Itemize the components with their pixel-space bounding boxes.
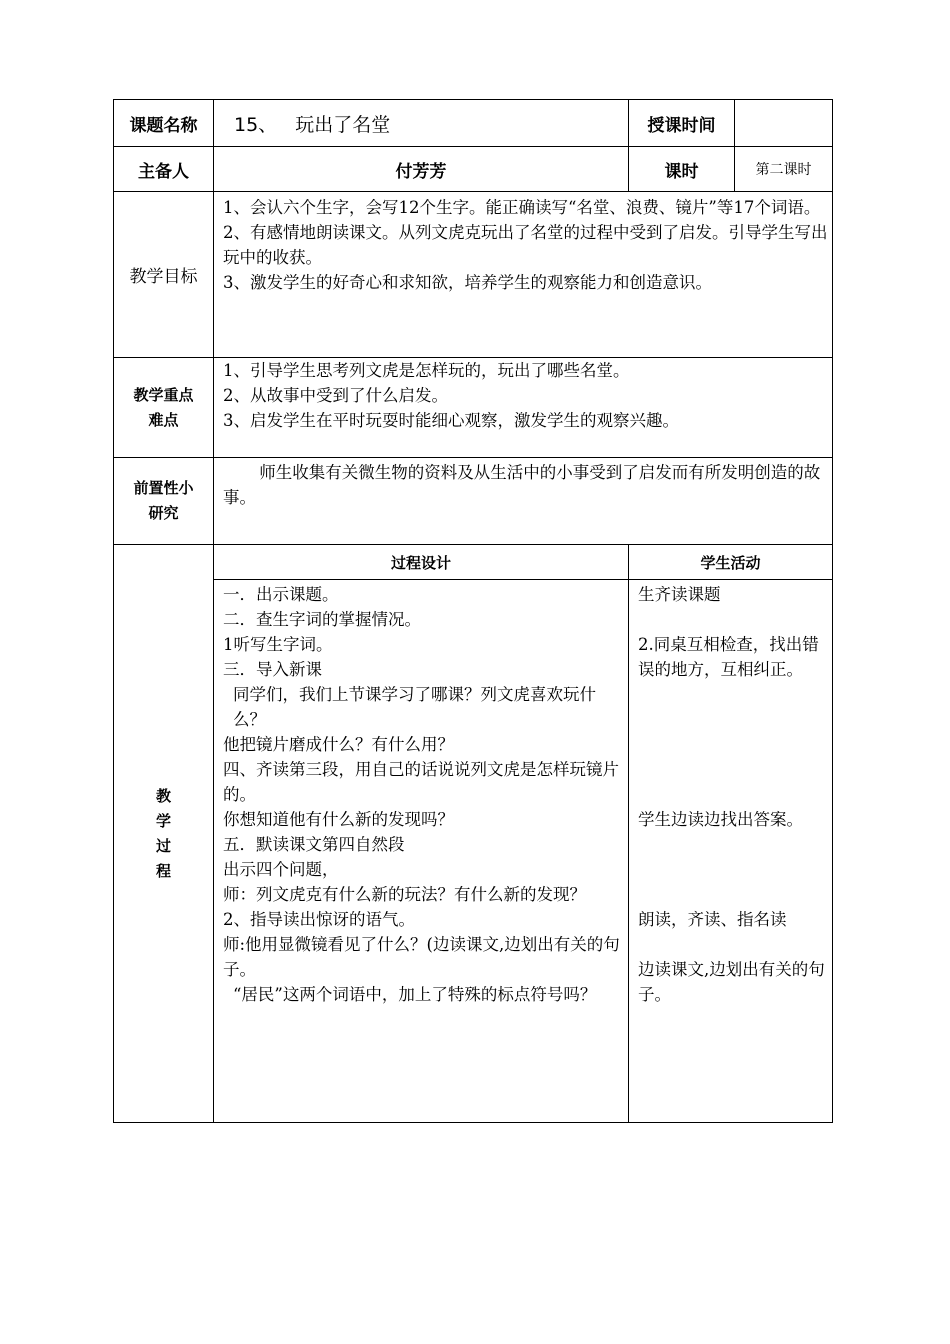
goals-label: 教学目标 (114, 192, 214, 358)
goal-item: 2、有感情地朗读课文。从列文虎克玩出了名堂的过程中受到了启发。引导学生写出玩中的收获。 (223, 223, 828, 267)
preparer-name: 付芳芳 (214, 147, 629, 192)
student-activity: 生齐读课题 (638, 585, 721, 604)
process-step: 师:他用显微镜看见了什么？(边读课文,边划出有关的句子。 (223, 935, 620, 979)
key-point-item: 3、启发学生在平时玩耍时能细心观察，激发学生的观察兴趣。 (223, 411, 679, 430)
student-activity-header: 学生活动 (629, 545, 833, 580)
topic-title: 玩出了名堂 (295, 113, 391, 136)
process-step: 二．查生字词的掌握情况。 (223, 610, 421, 629)
process-step: 师：列文虎克有什么新的玩法？有什么新的发现？ (223, 885, 586, 904)
process-step: 三．导入新课 (223, 660, 322, 679)
process-design-content (214, 580, 629, 1123)
pre-study-label-line1: 前置性小 (133, 479, 194, 497)
key-points-label (114, 358, 214, 458)
process-label (114, 545, 214, 1123)
time-label: 授课时间 (629, 100, 735, 147)
key-points-content (214, 358, 833, 458)
lesson-plan-table (113, 99, 833, 1123)
key-point-item: 2、从故事中受到了什么启发。 (223, 386, 448, 405)
student-activity: 朗读，齐读、指名读 (638, 910, 787, 929)
topic-label: 课题名称 (114, 100, 214, 147)
process-label-char: 教 (155, 786, 171, 805)
goal-item: 1、会认六个生字，会写12个生字。能正确读写“名堂、浪费、镜片”等17个词语。 (223, 198, 821, 217)
process-label-char: 过 (155, 836, 171, 855)
pre-study-row (114, 458, 833, 545)
key-points-label-line2: 难点 (148, 410, 179, 429)
key-points-label-line1: 教学重点 (133, 385, 194, 404)
process-step: 2、指导读出惊讶的语气。 (223, 910, 415, 929)
period-value: 第二课时 (735, 147, 833, 192)
student-activity: 边读课文,边划出有关的句子。 (638, 960, 825, 1004)
process-body-row (114, 580, 833, 1123)
process-step: 你想知道他有什么新的发现吗？ (223, 810, 454, 829)
process-step: 同学们，我们上节课学习了哪课？列文虎喜欢玩什么？ (233, 685, 596, 729)
process-design-header: 过程设计 (214, 545, 629, 580)
process-label-char: 程 (155, 861, 171, 880)
time-value (735, 100, 833, 147)
goal-item: 3、激发学生的好奇心和求知欲，培养学生的观察能力和创造意识。 (223, 273, 712, 292)
period-label: 课时 (629, 147, 735, 192)
process-label-char: 学 (155, 811, 171, 830)
pre-study-label (114, 458, 214, 545)
topic-title-cell (214, 100, 629, 147)
process-step: 五．默读课文第四自然段 (223, 835, 405, 854)
preparer-row (114, 147, 833, 192)
preparer-label: 主备人 (114, 147, 214, 192)
process-step: 四、齐读第三段，用自己的话说说列文虎是怎样玩镜片的。 (223, 760, 619, 804)
key-point-item: 1、引导学生思考列文虎是怎样玩的，玩出了哪些名堂。 (223, 361, 630, 380)
process-header-row (114, 545, 833, 580)
student-activity-content (629, 580, 833, 1123)
goals-row (114, 192, 833, 358)
process-step: “居民”这两个词语中，加上了特殊的标点符号吗？ (233, 985, 597, 1004)
student-activity: 2.同桌互相检查，找出错误的地方，互相纠正。 (638, 635, 819, 679)
topic-number: 15、 (234, 113, 278, 136)
pre-study-text: 师生收集有关微生物的资料及从生活中的小事受到了启发而有所发明创造的故事。 (223, 463, 821, 507)
goals-content (214, 192, 833, 358)
topic-row (114, 100, 833, 147)
process-step: 1听写生字词。 (223, 635, 333, 654)
process-step: 出示四个问题， (223, 860, 339, 879)
pre-study-label-line2: 研究 (148, 504, 179, 522)
pre-study-content (214, 458, 833, 545)
key-points-row (114, 358, 833, 458)
process-step: 一．出示课题。 (223, 585, 339, 604)
process-step: 他把镜片磨成什么？有什么用？ (223, 735, 454, 754)
student-activity: 学生边读边找出答案。 (638, 810, 803, 829)
